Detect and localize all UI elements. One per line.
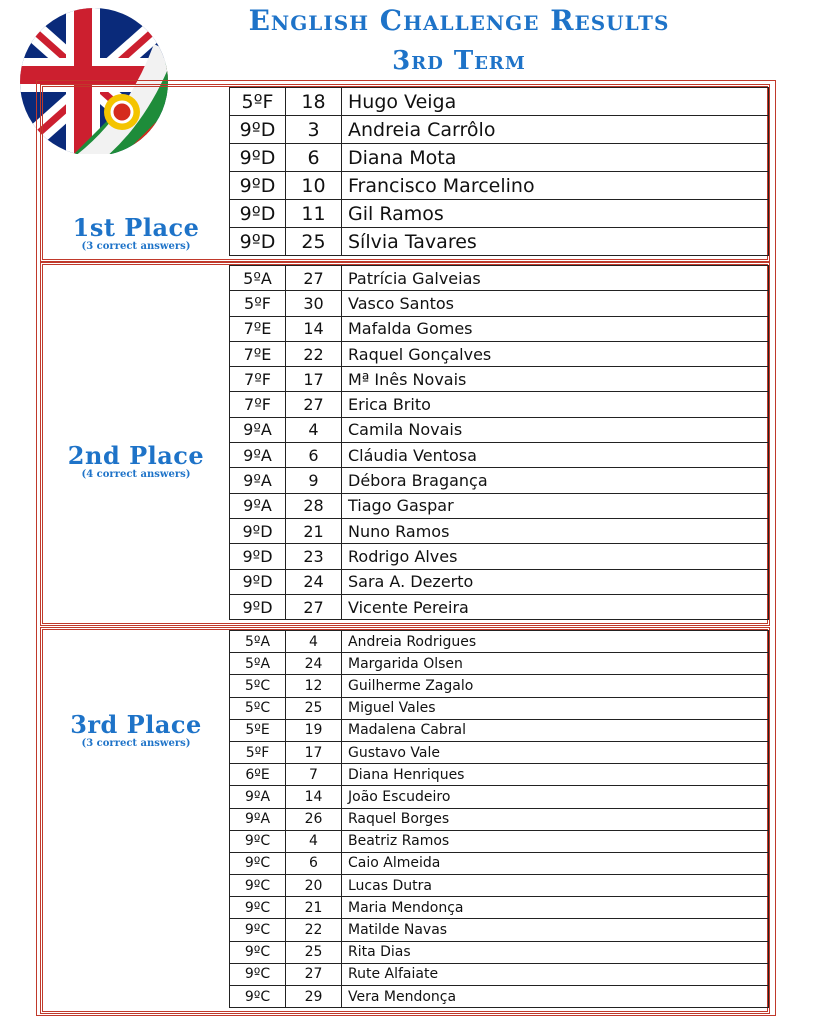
results-table: [229, 630, 769, 1008]
class-cell: 5ºF: [230, 291, 286, 316]
student-name-cell: Miguel Vales: [342, 697, 769, 719]
student-number-cell: 14: [286, 786, 342, 808]
class-cell: 9ºA: [230, 493, 286, 518]
class-cell: 5ºA: [230, 266, 286, 291]
table-row: [230, 341, 769, 366]
class-cell: 5ºA: [230, 653, 286, 675]
table-row: [230, 493, 769, 518]
student-number-cell: 14: [286, 316, 342, 341]
student-name-cell: Rute Alfaiate: [342, 963, 769, 985]
student-name-cell: Camila Novais: [342, 417, 769, 442]
page-title: English Challenge Results: [248, 4, 670, 37]
student-name-cell: Andreia Carrôlo: [342, 116, 769, 144]
table-row: [230, 443, 769, 468]
class-cell: 9ºD: [230, 518, 286, 543]
student-number-cell: 22: [286, 341, 342, 366]
table-row: [230, 764, 769, 786]
student-number-cell: 4: [286, 631, 342, 653]
student-number-cell: 27: [286, 392, 342, 417]
student-number-cell: 25: [286, 697, 342, 719]
student-name-cell: Patrícia Galveias: [342, 266, 769, 291]
place-title: 1st Place: [72, 213, 200, 242]
table-row: [230, 631, 769, 653]
class-cell: 9ºC: [230, 963, 286, 985]
table-row: [230, 875, 769, 897]
table-row: [230, 518, 769, 543]
class-cell: 9ºA: [230, 808, 286, 830]
class-cell: 9ºC: [230, 897, 286, 919]
page-subtitle: 3rd Term: [392, 46, 526, 76]
class-cell: 9ºD: [230, 544, 286, 569]
place-note: (4 correct answers): [81, 469, 191, 480]
student-name-cell: Francisco Marcelino: [342, 172, 769, 200]
table-row: [230, 675, 769, 697]
table-row: [230, 116, 769, 144]
class-cell: 7ºE: [230, 341, 286, 366]
table-row: [230, 852, 769, 874]
class-cell: 5ºA: [230, 631, 286, 653]
student-number-cell: 24: [286, 653, 342, 675]
table-row: [230, 392, 769, 417]
student-name-cell: Hugo Veiga: [342, 88, 769, 116]
class-cell: 7ºF: [230, 367, 286, 392]
table-row: [230, 316, 769, 341]
student-number-cell: 30: [286, 291, 342, 316]
table-row: [230, 963, 769, 985]
table-row: [230, 144, 769, 172]
student-number-cell: 28: [286, 493, 342, 518]
student-name-cell: Débora Bragança: [342, 468, 769, 493]
student-number-cell: 27: [286, 266, 342, 291]
class-cell: 5ºC: [230, 675, 286, 697]
place-label: [43, 712, 229, 750]
student-name-cell: Mafalda Gomes: [342, 316, 769, 341]
table-row: [230, 986, 769, 1008]
student-name-cell: Mª Inês Novais: [342, 367, 769, 392]
table-row: [230, 594, 769, 619]
class-cell: 7ºE: [230, 316, 286, 341]
table-row: [230, 786, 769, 808]
class-cell: 5ºF: [230, 741, 286, 763]
class-cell: 5ºF: [230, 88, 286, 116]
class-cell: 9ºC: [230, 941, 286, 963]
student-name-cell: Tiago Gaspar: [342, 493, 769, 518]
student-number-cell: 17: [286, 367, 342, 392]
student-number-cell: 10: [286, 172, 342, 200]
student-name-cell: Guilherme Zagalo: [342, 675, 769, 697]
student-number-cell: 25: [286, 228, 342, 256]
student-number-cell: 21: [286, 518, 342, 543]
table-row: [230, 741, 769, 763]
table-row: [230, 367, 769, 392]
class-cell: 5ºE: [230, 719, 286, 741]
table-row: [230, 200, 769, 228]
table-row: [230, 830, 769, 852]
student-number-cell: 6: [286, 852, 342, 874]
student-number-cell: 7: [286, 764, 342, 786]
student-name-cell: Matilde Navas: [342, 919, 769, 941]
table-row: [230, 468, 769, 493]
student-number-cell: 4: [286, 830, 342, 852]
class-cell: 9ºC: [230, 875, 286, 897]
student-number-cell: 23: [286, 544, 342, 569]
student-number-cell: 4: [286, 417, 342, 442]
place-title: 2nd Place: [67, 441, 205, 470]
student-number-cell: 6: [286, 443, 342, 468]
class-cell: 9ºD: [230, 116, 286, 144]
student-name-cell: Rodrigo Alves: [342, 544, 769, 569]
second-place-section: [40, 262, 770, 626]
class-cell: 9ºD: [230, 144, 286, 172]
class-cell: 9ºA: [230, 468, 286, 493]
class-cell: 9ºD: [230, 594, 286, 619]
student-number-cell: 19: [286, 719, 342, 741]
table-row: [230, 941, 769, 963]
place-note: (3 correct answers): [81, 241, 191, 252]
student-name-cell: Diana Mota: [342, 144, 769, 172]
table-row: [230, 228, 769, 256]
table-row: [230, 653, 769, 675]
class-cell: 9ºC: [230, 852, 286, 874]
student-name-cell: Gustavo Vale: [342, 741, 769, 763]
student-name-cell: Gil Ramos: [342, 200, 769, 228]
student-number-cell: 17: [286, 741, 342, 763]
student-number-cell: 3: [286, 116, 342, 144]
class-cell: 9ºA: [230, 786, 286, 808]
student-name-cell: Sara A. Dezerto: [342, 569, 769, 594]
place-title: 3rd Place: [70, 710, 202, 739]
place-note: (3 correct answers): [81, 738, 191, 749]
student-name-cell: Raquel Borges: [342, 808, 769, 830]
place-label: [43, 443, 229, 481]
student-name-cell: Erica Brito: [342, 392, 769, 417]
class-cell: 9ºD: [230, 228, 286, 256]
class-cell: 9ºC: [230, 919, 286, 941]
student-name-cell: Madalena Cabral: [342, 719, 769, 741]
student-name-cell: Sílvia Tavares: [342, 228, 769, 256]
table-row: [230, 808, 769, 830]
place-label: [43, 215, 229, 253]
table-row: [230, 88, 769, 116]
student-name-cell: Vicente Pereira: [342, 594, 769, 619]
student-name-cell: Raquel Gonçalves: [342, 341, 769, 366]
student-number-cell: 21: [286, 897, 342, 919]
student-name-cell: Nuno Ramos: [342, 518, 769, 543]
table-row: [230, 266, 769, 291]
student-name-cell: Vasco Santos: [342, 291, 769, 316]
student-name-cell: Margarida Olsen: [342, 653, 769, 675]
student-number-cell: 22: [286, 919, 342, 941]
student-number-cell: 11: [286, 200, 342, 228]
student-name-cell: Diana Henriques: [342, 764, 769, 786]
results-table: [229, 87, 769, 256]
class-cell: 9ºD: [230, 172, 286, 200]
student-name-cell: Cláudia Ventosa: [342, 443, 769, 468]
student-name-cell: João Escudeiro: [342, 786, 769, 808]
results-table: [229, 265, 769, 620]
table-row: [230, 919, 769, 941]
table-row: [230, 291, 769, 316]
table-row: [230, 697, 769, 719]
class-cell: 9ºC: [230, 830, 286, 852]
student-name-cell: Lucas Dutra: [342, 875, 769, 897]
student-number-cell: 27: [286, 594, 342, 619]
student-name-cell: Beatriz Ramos: [342, 830, 769, 852]
student-number-cell: 24: [286, 569, 342, 594]
table-row: [230, 172, 769, 200]
class-cell: 9ºA: [230, 417, 286, 442]
student-number-cell: 29: [286, 986, 342, 1008]
table-row: [230, 544, 769, 569]
student-name-cell: Rita Dias: [342, 941, 769, 963]
class-cell: 9ºD: [230, 569, 286, 594]
class-cell: 9ºD: [230, 200, 286, 228]
table-row: [230, 719, 769, 741]
class-cell: 7ºF: [230, 392, 286, 417]
student-number-cell: 25: [286, 941, 342, 963]
student-number-cell: 18: [286, 88, 342, 116]
class-cell: 9ºC: [230, 986, 286, 1008]
table-row: [230, 417, 769, 442]
student-name-cell: Maria Mendonça: [342, 897, 769, 919]
table-row: [230, 569, 769, 594]
table-row: [230, 897, 769, 919]
student-name-cell: Andreia Rodrigues: [342, 631, 769, 653]
student-name-cell: Caio Almeida: [342, 852, 769, 874]
student-number-cell: 12: [286, 675, 342, 697]
third-place-section: [40, 627, 770, 1014]
student-number-cell: 6: [286, 144, 342, 172]
student-number-cell: 9: [286, 468, 342, 493]
student-number-cell: 26: [286, 808, 342, 830]
class-cell: 5ºC: [230, 697, 286, 719]
student-number-cell: 20: [286, 875, 342, 897]
student-name-cell: Vera Mendonça: [342, 986, 769, 1008]
class-cell: 9ºA: [230, 443, 286, 468]
class-cell: 6ºE: [230, 764, 286, 786]
first-place-section: [40, 84, 770, 262]
student-number-cell: 27: [286, 963, 342, 985]
